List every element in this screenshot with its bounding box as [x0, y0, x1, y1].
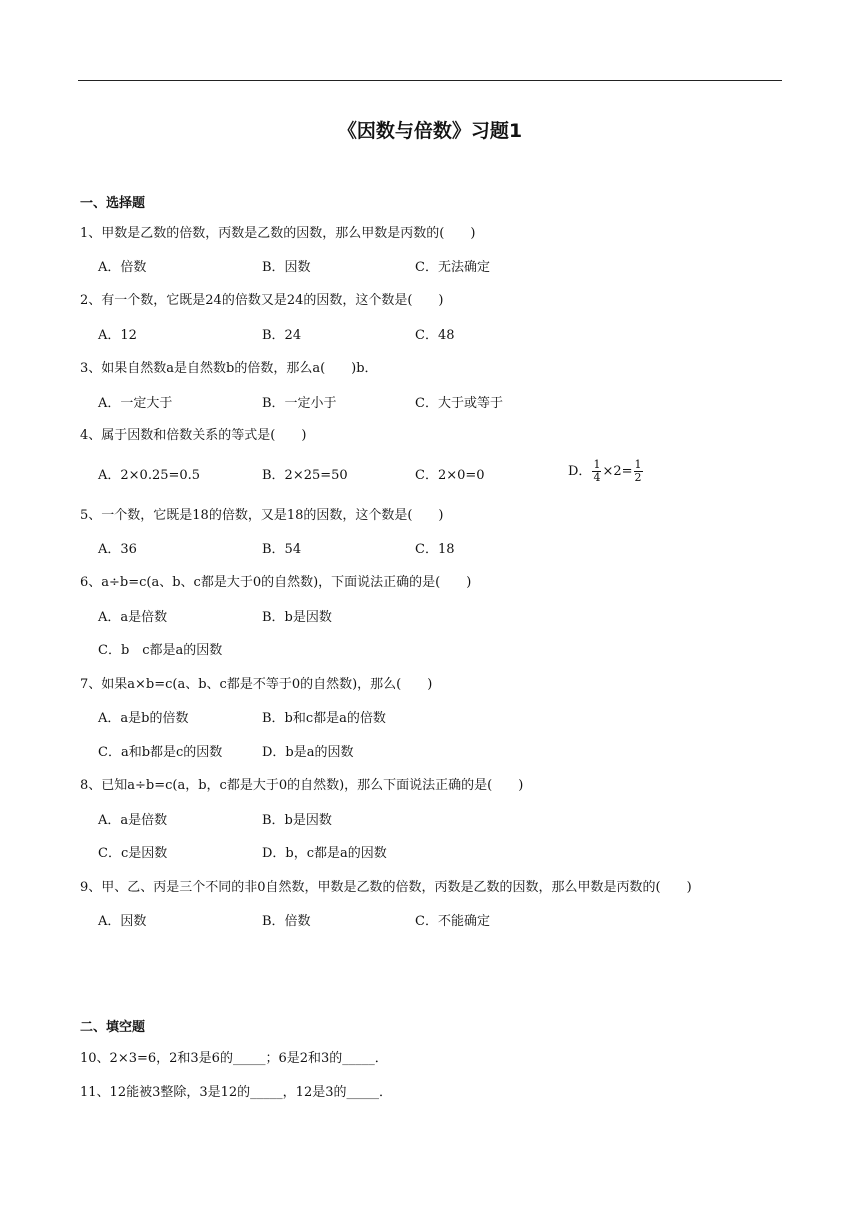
q7-option-d[interactable]: D．b是a的因数 — [262, 745, 354, 760]
q5-option-a[interactable]: A．36 — [98, 542, 137, 557]
question-1: 1、甲数是乙数的倍数，丙数是乙数的因数，那么甲数是丙数的( ) — [80, 226, 476, 241]
q6-option-c[interactable]: C．b c都是a的因数 — [98, 643, 223, 658]
question-4: 4、属于因数和倍数关系的等式是( ) — [80, 428, 307, 443]
q8-option-d[interactable]: D．b，c都是a的因数 — [262, 846, 387, 861]
q8-option-a[interactable]: A．a是倍数 — [98, 813, 168, 828]
question-8: 8、已知a÷b=c(a，b，c都是大于0的自然数)，那么下面说法正确的是( ) — [80, 778, 524, 793]
q3-option-a[interactable]: A．一定大于 — [98, 396, 173, 411]
q6-option-b[interactable]: B．b是因数 — [262, 610, 332, 625]
section-heading-choice: 一、选择题 — [80, 196, 146, 211]
q5-option-b[interactable]: B．54 — [262, 542, 302, 557]
q4-option-b[interactable]: B．2×25=50 — [262, 468, 348, 483]
q4-option-d-label: D． — [568, 464, 592, 479]
q7-option-a[interactable]: A．a是b的倍数 — [98, 711, 189, 726]
q7-option-b[interactable]: B．b和c都是a的倍数 — [262, 711, 386, 726]
q5-option-c[interactable]: C．18 — [415, 542, 455, 557]
page-title: 《因数与倍数》习题1 — [337, 120, 523, 142]
q1-option-b[interactable]: B．因数 — [262, 260, 311, 275]
question-10: 10、2×3=6，2和3是6的_____；6是2和3的_____． — [80, 1051, 388, 1066]
q3-option-c[interactable]: C．大于或等于 — [415, 396, 503, 411]
question-2: 2、有一个数，它既是24的倍数又是24的因数，这个数是( ) — [80, 293, 444, 308]
question-3: 3、如果自然数a是自然数b的倍数，那么a( )b． — [80, 361, 378, 376]
fraction-one-half: $\frac{1}{2}$ — [634, 458, 642, 484]
header-rule — [78, 80, 782, 81]
q4-option-d[interactable]: D． $\frac{1}{4}$ ×2= $\frac{1}{2}$ — [568, 458, 642, 484]
q1-option-a[interactable]: A．倍数 — [98, 260, 147, 275]
fraction-one-quarter: $\frac{1}{4}$ — [593, 458, 601, 484]
question-7: 7、如果a×b=c(a、b、c都是不等于0的自然数)，那么( ) — [80, 677, 433, 692]
q4-option-a[interactable]: A．2×0.25=0.5 — [98, 468, 201, 483]
q6-option-a[interactable]: A．a是倍数 — [98, 610, 168, 625]
q2-option-b[interactable]: B．24 — [262, 328, 302, 343]
q8-option-c[interactable]: C．c是因数 — [98, 846, 168, 861]
question-6: 6、a÷b=c(a、b、c都是大于0的自然数)，下面说法正确的是( ) — [80, 575, 472, 590]
question-11: 11、12能被3整除，3是12的_____，12是3的_____． — [80, 1085, 392, 1100]
q1-option-c[interactable]: C．无法确定 — [415, 260, 490, 275]
question-5: 5、一个数，它既是18的倍数，又是18的因数，这个数是( ) — [80, 508, 444, 523]
q7-option-c[interactable]: C．a和b都是c的因数 — [98, 745, 223, 760]
q9-option-a[interactable]: A．因数 — [98, 914, 147, 929]
q9-option-b[interactable]: B．倍数 — [262, 914, 311, 929]
q2-option-a[interactable]: A．12 — [98, 328, 137, 343]
q3-option-b[interactable]: B．一定小于 — [262, 396, 337, 411]
q2-option-c[interactable]: C．48 — [415, 328, 455, 343]
q8-option-b[interactable]: B．b是因数 — [262, 813, 332, 828]
q9-option-c[interactable]: C．不能确定 — [415, 914, 490, 929]
q4-option-c[interactable]: C．2×0=0 — [415, 468, 485, 483]
section-heading-fill: 二、填空题 — [80, 1020, 146, 1035]
question-9: 9、甲、乙、丙是三个不同的非0自然数，甲数是乙数的倍数，丙数是乙数的因数，那么甲数是丙数的( ) — [80, 880, 692, 895]
